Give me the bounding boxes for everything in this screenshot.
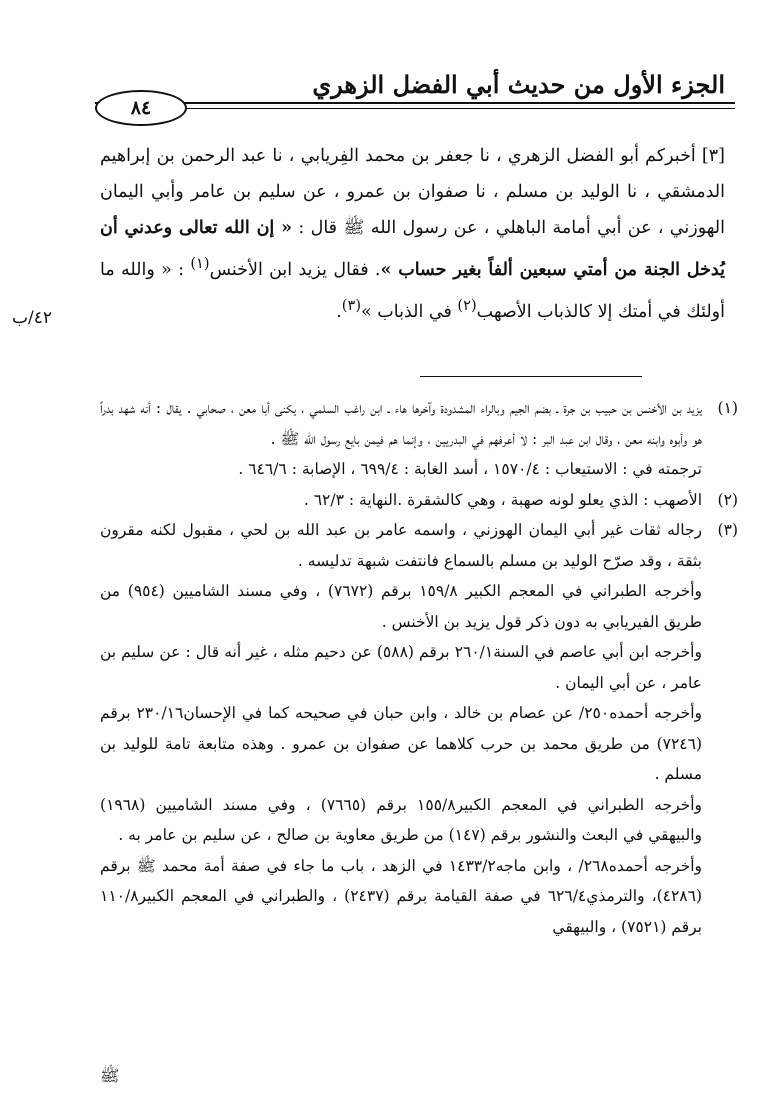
isnad-text: [٣] أخبركم أبو الفضل الزهري ، نا جعفر بن محمد الفِريابي ، نا عبد الرحمن بن إبراهيم الدمشقي ، نا الوليد بن مسلم ، نا صفوان بن عمرو ، عن سليم بن عامر وأبي اليمان الهوزني ، عن أبي أمامة الباهلي ، عن رسول الله ﷺ قال : bbox=[100, 146, 725, 238]
footnote-ref-1[interactable]: (١) bbox=[190, 255, 210, 272]
footnote-line: وأخرجه أحمده٢٥٠/ عن عصام بن خالد ، وابن حبان في صحيحه كما في الإحسان٢٣٠/١٦ برقم (٧٢٤٦) من طريق محمد بن حرب كلاهما عن صفوان بن عمرو . وهذه متابعة تامة للوليد بن مسلم . bbox=[100, 704, 702, 783]
running-header bbox=[95, 62, 735, 124]
page-number-badge: ٨٤ bbox=[95, 90, 187, 126]
footnote-line: يزيد بن الأخنس بن حبيب بن جرة ـ بضم الجيم وبالراء المشدودة وآخرها هاء ـ ابن راغب السلمي ، يكنى أبا معن ، صحابي . يقال : أنه شهد بدراً هو وأبوه وابنه معن ، وقال ابن عبد البر : لا أعرفهم في البدريين ، وإنما هم فيمن بايع رسول الله ﷺ . bbox=[100, 399, 702, 448]
footnote-line: الأصهب : الذي يعلو لونه صهبة ، وهي كالشقرة .النهاية : ٦٢/٣ . bbox=[303, 490, 702, 509]
narration-end: في الذباب » bbox=[361, 301, 452, 322]
footnote-divider bbox=[420, 376, 642, 377]
footnote-line: وأخرجه الطبراني في المعجم الكبير ١٥٩/٨ برقم (٧٦٧٢) ، وفي مسند الشاميين (٩٥٤) من طريق الفيريابي به دون ذكر قول يزيد بن الأخنس . bbox=[100, 582, 702, 631]
closing-stop: . bbox=[336, 301, 342, 322]
footnote-number: (١) bbox=[717, 399, 738, 417]
footnote-line: ترجمته في : الاستيعاب : ١٥٧٠/٤ ، أسد الغابة : ٦٩٩/٤ ، الإصابة : ٦٤٦/٦ . bbox=[238, 460, 702, 478]
hadith-paragraph bbox=[100, 138, 725, 330]
footnote-number: (٣) bbox=[717, 521, 738, 539]
footnotes bbox=[100, 393, 738, 942]
header-rule-secondary bbox=[95, 108, 735, 109]
footnote-line: وأخرجه أحمده٢٦٨/ ، وابن ماجه١٤٣٣/٢ في الزهد ، باب ما جاء في صفة أمة محمد ﷺ برقم (٤٢٨٦)، والترمذي٦٢٦/٤ في صفة القيامة برقم (٢٤٣٧) ، والطبراني في المعجم الكبير١١٠/٨ برقم (٧٥٢١) ، والبيهقي bbox=[100, 856, 703, 936]
manuscript-folio-marker: ٤٢/ب bbox=[12, 308, 52, 328]
hadith-matn: « إن الله تعالى وعدني أن يُدخل الجنة من أمتي سبعين ألفاً بغير حساب » bbox=[100, 218, 725, 280]
footnote-line: رجاله ثقات غير أبي اليمان الهوزني ، واسمه عامر بن عبد الله بن لحي ، مقبول لكنه مقرون بثقة ، وقد صرّح الوليد بن مسلم بالسماع فانتفت شبهة تدليسه . bbox=[100, 521, 702, 570]
footnote-line: وأخرجه ابن أبي عاصم في السنة٢٦٠/١ برقم (٥٨٨) عن دحيم مثله ، غير أنه قال : عن سليم بن عامر ، عن أبي اليمان . bbox=[100, 643, 702, 692]
narration-quote: : « والله ما أولئك في أمتك إلا كالذباب الأصهب bbox=[100, 259, 725, 322]
footnote-1 bbox=[100, 393, 738, 485]
narration-continuation: . فقال يزيد ابن الأخنس bbox=[209, 259, 381, 280]
footnote-ref-2[interactable]: (٢) bbox=[457, 296, 477, 314]
footnote-2 bbox=[100, 485, 738, 516]
catchword-mark: ﷺ bbox=[100, 1066, 120, 1085]
footnote-line: وأخرجه الطبراني في المعجم الكبير١٥٥/٨ برقم (٧٦٦٥) ، وفي مسند الشاميين (١٩٦٨) والبيهقي في البعث والنشور برقم (١٤٧) من طريق معاوية بن صالح ، عن سليم بن عامر به . bbox=[100, 795, 702, 844]
header-title: الجزء الأول من حديث أبي الفضل الزهري bbox=[312, 70, 725, 99]
footnote-number: (٢) bbox=[717, 490, 738, 509]
hadith-text bbox=[100, 138, 725, 330]
footnote-3 bbox=[100, 515, 738, 942]
footnote-ref-3[interactable]: (٣) bbox=[341, 296, 361, 314]
header-rule bbox=[95, 102, 735, 104]
